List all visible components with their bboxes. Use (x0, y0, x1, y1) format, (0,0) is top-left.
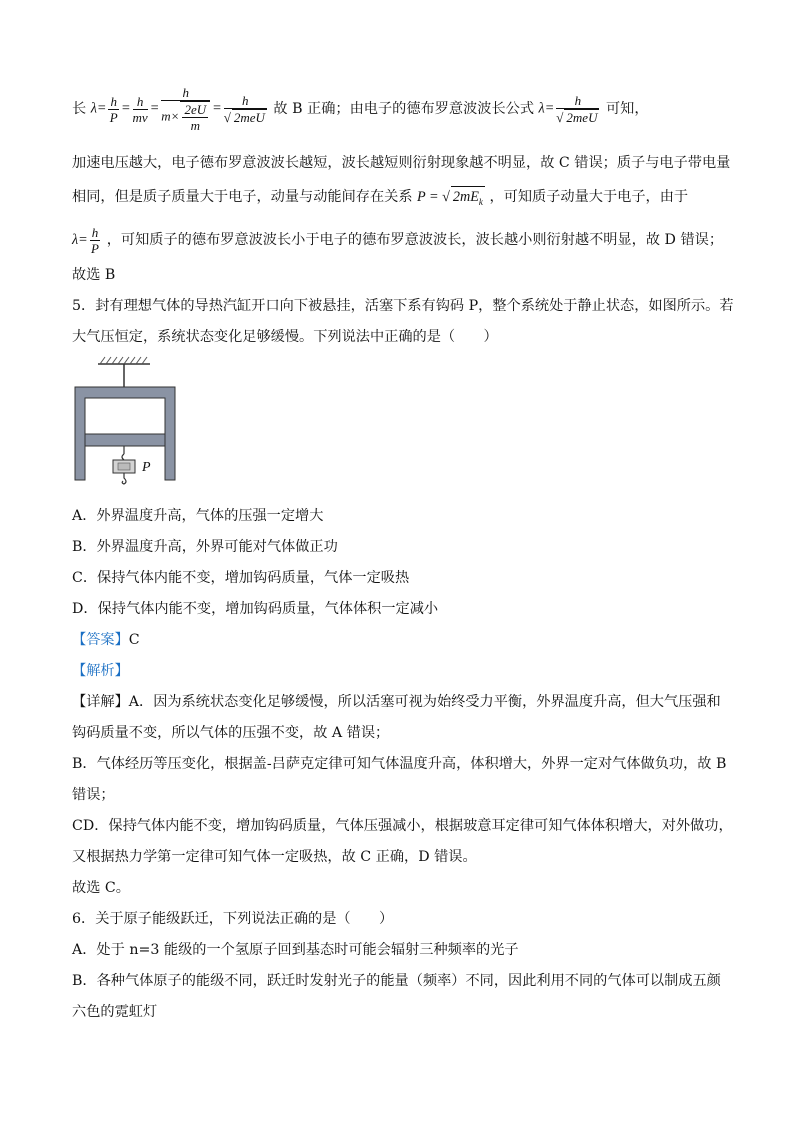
q4-line1-after: 故 B 正确；由电子的德布罗意波波长公式 (273, 101, 535, 117)
lambda-formula: λ= $\frac{h}{P}$ = $\frac{h}{mv}$ = h m× $\frac{2eU}{m}$ = $\frac{h}{\text{√ 2meU}}$ (90, 85, 265, 133)
ceiling-hatching (100, 357, 147, 364)
electron-wavelength-formula: λ= $\frac{h}{\text{√ 2meU}}$ (538, 93, 598, 125)
q5-detail-line6: 又根据热力学第一定律可知气体一定吸热，故 C 正确，D 错误。 (72, 849, 477, 865)
q5-option-c: C．保持气体内能不变，增加钩码质量，气体一定吸热 (72, 570, 410, 586)
q4-line3-suffix: ，可知质子动量大于电子，由于 (489, 189, 689, 205)
q6-option-b-line2: 六色的霓虹灯 (72, 1004, 158, 1020)
q5-stem-line1: 5．封有理想气体的导热汽缸开口向下被悬挂，活塞下系有钩码 P，整个系统处于静止状态，如图所示。若 (72, 298, 734, 314)
detail-tag: 【详解】 (72, 694, 129, 710)
q4-line2: 加速电压越大，电子德布罗意波波长越短，波长越短则衍射现象越不明显，故 C 错误；质子与电子带电量 (72, 155, 731, 171)
q5-option-b: B．外界温度升高，外界可能对气体做正功 (72, 539, 338, 555)
upper-hook (122, 454, 124, 460)
q5-answer-row (72, 630, 728, 650)
q4-line1-suffix: 可知， (605, 101, 649, 117)
momentum-energy-formula: P = √ $2mE_k$ (417, 189, 485, 205)
q5-detail-line3: B．气体经历等压变化，根据盖-吕萨克定律可知气体温度升高，体积增大，外界一定对气体做负功，故 B (72, 756, 727, 772)
analysis-tag: 【解析】 (72, 663, 129, 679)
q6-option-a: A．处于 n=3 能级的一个氢原子回到基态时可能会辐射三种频率的光子 (72, 942, 519, 958)
piston (85, 434, 165, 446)
lower-hook (122, 473, 126, 484)
q5-detail-line2: 钩码质量不变，所以气体的压强不变，故 A 错误； (72, 725, 390, 741)
q4-line4 (72, 220, 728, 260)
q4-line4-suffix: ，可知质子的德布罗意波波长小于电子的德布罗意波波长，波长越小则衍射越不明显，故 D 错误； (106, 232, 724, 248)
answer-value: C (128, 632, 140, 648)
q6-stem: 6．关于原子能级跃迁，下列说法正确的是（ ） (72, 911, 394, 927)
q5-conclusion: 故选 C。 (72, 880, 130, 896)
lambda-h-over-p: λ= $\frac{h}{P}$ (72, 224, 99, 256)
q4-line3 (72, 186, 728, 212)
q4-line3-prefix: 相同，但是质子质量大于电子，动量与动能间存在关系 (72, 189, 413, 205)
cylinder-figure (70, 354, 190, 494)
q5-option-d: D．保持气体内能不变，增加钩码质量，气体体积一定减小 (72, 601, 439, 617)
q5-option-a: A．外界温度升高，气体的压强一定增大 (72, 508, 324, 524)
weight-label-p: P (142, 460, 151, 475)
q4-line1-prefix: 长 (72, 101, 87, 117)
q5-detail-line5: CD．保持气体内能不变，增加钩码质量，气体压强减小，根据玻意耳定律可知气体体积增大，对外做功， (72, 818, 733, 834)
q6-option-b-line1: B．各种气体原子的能级不同，跃迁时发射光子的能量（频率）不同，因此利用不同的气体可以制成五颜 (72, 973, 721, 989)
q5-detail-line4: 错误； (72, 787, 115, 803)
detail-text1: A．因为系统状态变化足够缓慢，所以活塞可视为始终受力平衡，外界温度升高，但大气压强和 (128, 694, 721, 710)
answer-tag: 【答案】 (72, 632, 129, 648)
q5-stem-line2: 大气压恒定，系统状态变化足够缓慢。下列说法中正确的是（ ） (72, 329, 498, 345)
q4-formula-line (72, 82, 728, 136)
q4-conclusion: 故选 B (72, 267, 116, 283)
q5-detail-line1 (72, 692, 728, 712)
